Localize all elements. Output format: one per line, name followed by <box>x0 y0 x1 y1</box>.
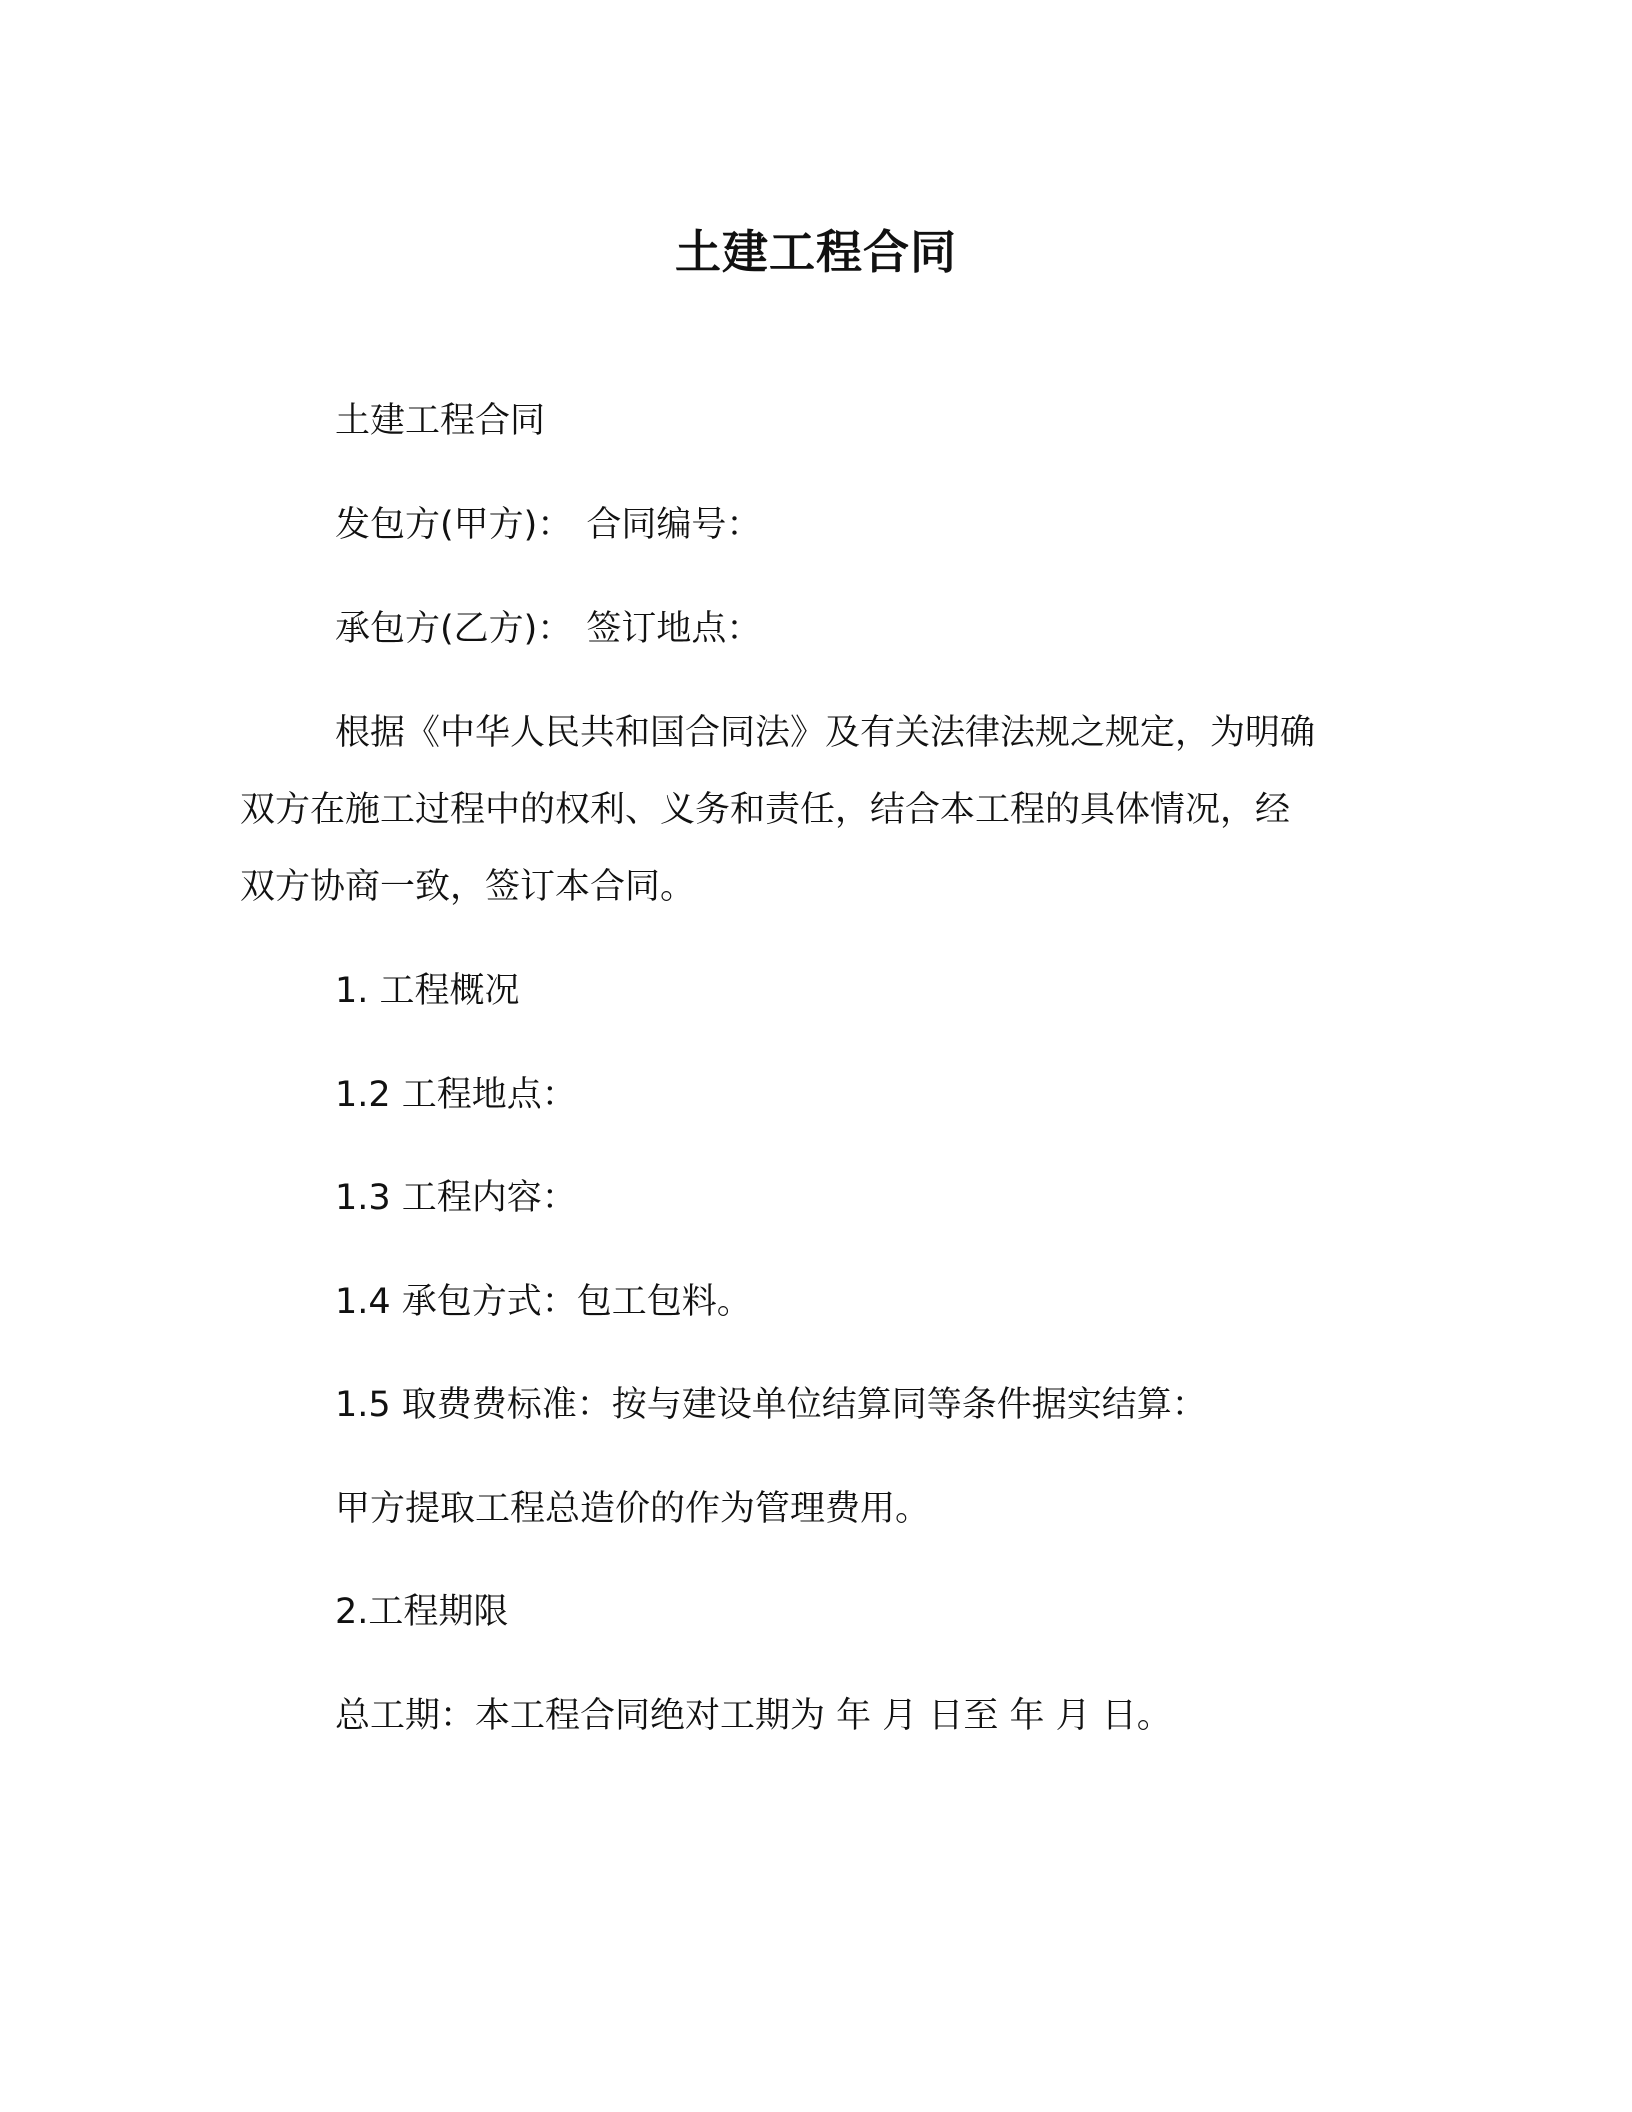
section-1-3: 1.3 工程内容： <box>335 1178 577 1218</box>
contract-subtitle: 土建工程合同 <box>335 401 546 441</box>
preamble-line-2: 双方在施工过程中的权利、义务和责任，结合本工程的具体情况，经 <box>240 790 1291 830</box>
party-b-line <box>335 604 761 654</box>
section-1-heading: 1. 工程概况 <box>335 971 520 1011</box>
section-2-period: 总工期：本工程合同绝对工期为 年 月 日至 年 月 日。 <box>335 1696 1172 1736</box>
party-b-label: 承包方(乙方)： <box>335 609 573 649</box>
party-a-label: 发包方(甲方)： <box>335 505 573 545</box>
party-a-line <box>335 500 761 550</box>
section-1-2: 1.2 工程地点： <box>335 1075 577 1115</box>
section-1-4: 1.4 承包方式：包工包料。 <box>335 1282 752 1322</box>
preamble-line-1: 根据《中华人民共和国合同法》及有关法律法规之规定，为明确 <box>335 713 1316 753</box>
contract-number-label: 合同编号： <box>586 505 762 545</box>
sign-place-label: 签订地点： <box>586 609 762 649</box>
document-title: 土建工程合同 <box>675 225 957 279</box>
section-1-5-continued: 甲方提取工程总造价的作为管理费用。 <box>335 1489 931 1529</box>
preamble-line-3: 双方协商一致，签订本合同。 <box>240 867 696 907</box>
section-1-5: 1.5 取费费标准：按与建设单位结算同等条件据实结算： <box>335 1385 1207 1425</box>
section-2-heading: 2.工程期限 <box>335 1592 509 1632</box>
